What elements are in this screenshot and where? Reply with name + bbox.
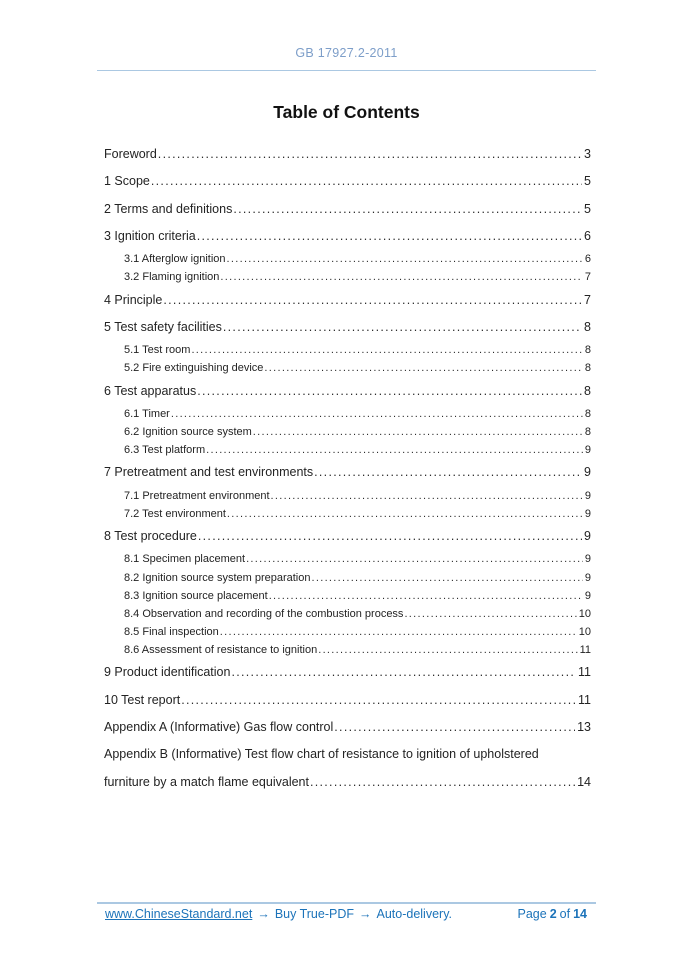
dot-leader — [191, 341, 582, 359]
dot-leader — [231, 659, 576, 686]
toc-entry[interactable] — [104, 623, 591, 641]
toc-entry[interactable] — [104, 378, 591, 405]
footer-page-label: Page — [517, 907, 547, 921]
toc-entry-page: 7 — [584, 292, 591, 307]
toc-entry[interactable] — [104, 523, 591, 550]
toc-entry[interactable] — [104, 341, 591, 359]
toc-entry-page: 7 — [584, 271, 591, 284]
toc-entry-label: 8.5 Final inspection — [124, 626, 219, 639]
toc-entry-page: 10 — [578, 626, 591, 639]
toc-entry[interactable] — [104, 287, 591, 314]
toc-entry-label: Foreword — [104, 147, 157, 161]
toc-entry[interactable] — [104, 550, 591, 568]
toc-entry-label: 1 Scope — [104, 174, 150, 189]
dot-leader — [318, 641, 577, 659]
dot-leader — [312, 569, 583, 587]
dot-leader — [197, 378, 582, 405]
toc-entry-label: 8.6 Assessment of resistance to ignition — [124, 644, 318, 657]
footer-website-link[interactable]: www.ChineseStandard.net — [105, 907, 253, 921]
dot-leader — [269, 587, 583, 605]
toc-entry-page: 9 — [584, 507, 591, 520]
footer-page-current: 2 — [549, 907, 557, 921]
toc-entry[interactable] — [104, 141, 591, 168]
footer — [97, 902, 596, 921]
toc-entry-label: 4 Principle — [104, 292, 163, 307]
dot-leader — [233, 196, 582, 223]
dot-leader — [163, 287, 582, 314]
toc-entry-page: 5 — [584, 201, 591, 216]
toc-entry-label: 10 Test report — [104, 692, 181, 707]
toc-entry[interactable] — [104, 268, 591, 286]
toc-entry-label: 6.3 Test platform — [124, 444, 206, 457]
footer-delivery-text: Auto-delivery. — [376, 907, 452, 921]
dot-leader — [206, 441, 583, 459]
toc-entry[interactable] — [104, 505, 591, 523]
toc-entry-label: 8 Test procedure — [104, 529, 197, 544]
toc-entry-label: 8.2 Ignition source system preparation — [124, 571, 311, 584]
dot-leader — [181, 687, 576, 714]
footer-of-label: of — [559, 907, 571, 921]
page-title: Table of Contents — [273, 102, 420, 122]
toc-entry-page: 9 — [584, 553, 591, 566]
toc-entry[interactable] — [104, 441, 591, 459]
toc-entry-label: furniture by a match flame equivalent — [104, 774, 309, 789]
toc-entry-label: 9 Product identification — [104, 665, 231, 680]
toc-list — [104, 141, 591, 796]
toc-entry-page: 9 — [584, 465, 591, 480]
dot-leader — [151, 168, 582, 195]
dot-leader — [334, 714, 575, 741]
dot-leader — [223, 314, 582, 341]
dot-leader — [310, 769, 575, 796]
dot-leader — [227, 505, 583, 523]
toc-entry-page: 9 — [584, 529, 591, 544]
footer-page-total: 14 — [573, 907, 587, 921]
toc-entry-label: 8.1 Specimen placement — [124, 553, 246, 566]
toc-entry-page: 8 — [584, 362, 591, 375]
toc-entry-page: 9 — [584, 444, 591, 457]
toc-entry-label: 7.2 Test environment — [124, 507, 226, 520]
toc-entry-page: 11 — [579, 644, 591, 657]
toc-entry-label: 6 Test apparatus — [104, 383, 197, 398]
toc-entry-page: 13 — [577, 720, 591, 735]
dot-leader — [246, 550, 583, 568]
toc-entry-page: 3 — [584, 147, 591, 161]
toc-entry[interactable] — [104, 769, 591, 796]
toc-entry[interactable] — [104, 605, 591, 623]
dot-leader — [158, 141, 582, 168]
toc-entry-page: 6 — [584, 253, 591, 266]
toc-entry[interactable] — [104, 196, 591, 223]
toc-entry-label: 6.2 Ignition source system — [124, 426, 252, 439]
toc-entry-page: 8 — [584, 407, 591, 420]
toc-entry-label: 6.1 Timer — [124, 407, 170, 420]
toc-entry-page: 10 — [578, 607, 591, 620]
toc-entry[interactable] — [104, 223, 591, 250]
toc-entry-label: 5 Test safety facilities — [104, 319, 222, 334]
toc-entry[interactable] — [104, 741, 591, 768]
toc-entry-label: 2 Terms and definitions — [104, 201, 233, 216]
toc-entry-label: 3 Ignition criteria — [104, 228, 196, 243]
dot-leader — [171, 405, 583, 423]
toc-entry-label: 7 Pretreatment and test environments — [104, 465, 314, 480]
toc-entry[interactable] — [104, 405, 591, 423]
toc-entry-page: 8 — [584, 426, 591, 439]
dot-leader — [404, 605, 576, 623]
toc-entry[interactable] — [104, 423, 591, 441]
toc-entry[interactable] — [104, 359, 591, 377]
toc-entry[interactable] — [104, 687, 591, 714]
dot-leader — [271, 487, 583, 505]
toc-entry-page: 11 — [578, 665, 591, 680]
toc-entry[interactable] — [104, 659, 591, 686]
footer-buy-text: Buy True-PDF — [274, 907, 354, 921]
header-standard-code: GB 17927.2-2011 — [295, 46, 398, 60]
toc-entry-page: 8 — [584, 383, 591, 398]
dot-leader — [264, 359, 582, 377]
dot-leader — [197, 223, 582, 250]
toc-entry[interactable] — [104, 250, 591, 268]
toc-entry-page: 9 — [584, 489, 591, 502]
dot-leader — [220, 623, 577, 641]
toc-entry-label: 5.2 Fire extinguishing device — [124, 362, 264, 375]
toc-entry[interactable] — [104, 569, 591, 587]
toc-entry-page: 8 — [584, 344, 591, 357]
toc-entry-label: 7.1 Pretreatment environment — [124, 489, 270, 502]
arrow-right-icon: → — [359, 907, 372, 921]
toc-entry[interactable] — [104, 714, 591, 741]
dot-leader — [314, 459, 582, 486]
toc-entry-page: 8 — [584, 319, 591, 334]
dot-leader — [198, 523, 582, 550]
toc-entry-label: Appendix B (Informative) Test flow chart of resistance to ignition of upholstered — [104, 747, 539, 762]
toc-entry-label: 8.4 Observation and recording of the combustion process — [124, 607, 404, 620]
dot-leader — [227, 250, 583, 268]
toc-entry-label: 3.1 Afterglow ignition — [124, 253, 226, 266]
toc-entry[interactable] — [104, 641, 591, 659]
toc-entry-label: 8.3 Ignition source placement — [124, 589, 268, 602]
toc-entry-page: 11 — [578, 692, 591, 707]
toc-entry-label: 3.2 Flaming ignition — [124, 271, 220, 284]
toc-entry-page: 9 — [584, 571, 591, 584]
toc-entry-page: 14 — [577, 774, 591, 789]
arrow-right-icon: → — [257, 907, 270, 921]
toc-entry-page: 9 — [584, 589, 591, 602]
footer-page-indicator — [518, 907, 591, 921]
header-rule — [97, 70, 596, 71]
toc-entry[interactable] — [104, 487, 591, 505]
toc-entry[interactable] — [104, 314, 591, 341]
toc-entry[interactable] — [104, 459, 591, 486]
toc-entry[interactable] — [104, 587, 591, 605]
dot-leader — [220, 268, 582, 286]
toc-entry-label: 5.1 Test room — [124, 344, 191, 357]
toc-entry-page: 6 — [584, 228, 591, 243]
dot-leader — [253, 423, 583, 441]
toc-entry-page: 5 — [584, 174, 591, 189]
footer-promo — [105, 907, 452, 921]
toc-entry-label: Appendix A (Informative) Gas flow control — [104, 720, 334, 735]
toc-entry[interactable] — [104, 168, 591, 195]
